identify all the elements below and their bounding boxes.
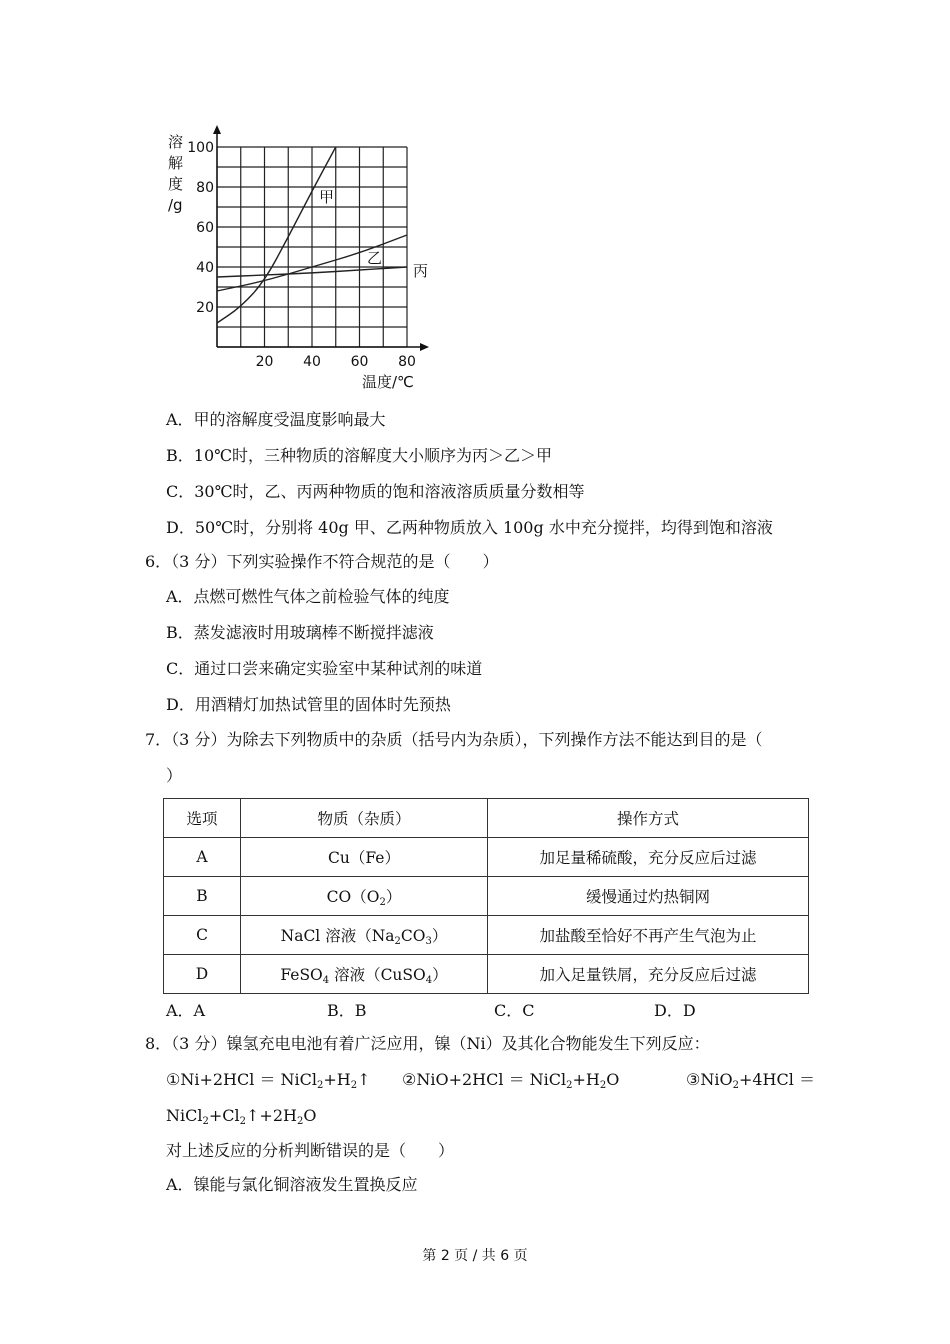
- series-label: 甲: [319, 188, 335, 206]
- q5-option-c: C．30℃时，乙、丙两种物质的饱和溶液溶质质量分数相等: [166, 482, 585, 501]
- q8-reaction-2: ②NiO+2HCl ＝ $NiCl_2+H_2O$: [402, 1070, 620, 1091]
- y-axis-label: 度: [168, 175, 184, 193]
- table-cell-option: A: [164, 838, 241, 877]
- q7-answer-c: C．C: [494, 1001, 535, 1020]
- x-axis-arrow: [420, 343, 429, 351]
- table-row: [164, 955, 809, 994]
- q6-option-c: C．通过口尝来确定实验室中某种试剂的味道: [166, 659, 483, 678]
- q5-option-a: A．甲的溶解度受温度影响最大: [166, 410, 386, 429]
- x-axis-label: 温度/℃: [362, 373, 414, 391]
- y-tick-label: 40: [196, 260, 214, 276]
- q5-option-b: B．10℃时，三种物质的溶解度大小顺序为丙＞乙＞甲: [166, 446, 553, 465]
- q8-reaction-3a: ③NiO$_2$+4HCl ＝: [686, 1070, 815, 1091]
- series-label: 乙: [367, 249, 383, 267]
- q7-answer-b: B．B: [327, 1001, 367, 1020]
- q8-reaction-1: ①Ni+2HCl ＝ $NiCl_2+H_2↑$: [166, 1070, 371, 1091]
- q8-question: 对上述反应的分析判断错误的是（ ）: [166, 1141, 455, 1160]
- y-axis-label: 溶: [168, 133, 184, 151]
- y-tick-label: 80: [196, 180, 214, 196]
- y-axis-label: /g: [168, 196, 183, 214]
- y-tick-label: 60: [196, 220, 214, 236]
- table-cell-substance: $CO(O_2)$: [241, 877, 488, 916]
- chart-axes: [213, 125, 429, 351]
- q5-option-d: D．50℃时，分别将 40g 甲、乙两种物质放入 100g 水中充分搅拌，均得到饱和溶液: [166, 518, 773, 537]
- x-tick-label: 80: [398, 354, 416, 370]
- table-cell-method: 加足量稀硫酸，充分反应后过滤: [488, 838, 809, 877]
- table-row: [164, 916, 809, 955]
- q7-answer-a: A．A: [166, 1001, 206, 1020]
- table-cell-substance: NaCl 溶液$(Na_2CO_3)$: [241, 916, 488, 955]
- q6-stem: 6．（3 分）下列实验操作不符合规范的是（ ）: [145, 552, 499, 571]
- table-header-cell: 操作方式: [488, 799, 809, 838]
- x-tick-label: 60: [350, 354, 369, 370]
- q6-option-d: D．用酒精灯加热试管里的固体时先预热: [166, 695, 451, 714]
- table-row: [164, 877, 809, 916]
- q7-table: [163, 798, 809, 994]
- table-cell-option: C: [164, 916, 241, 955]
- chart-grid: [217, 147, 407, 347]
- q7-answer-d: D．D: [654, 1001, 696, 1020]
- table-header-row: [164, 799, 809, 838]
- table-cell-method: 加入足量铁屑，充分反应后过滤: [488, 955, 809, 994]
- q7-stem-close: ）: [166, 766, 183, 785]
- q6-option-b: B．蒸发滤液时用玻璃棒不断搅拌滤液: [166, 623, 434, 642]
- q8-stem: 8．（3 分）镍氢充电电池有着广泛应用，镍（Ni）及其化合物能发生下列反应：: [145, 1034, 710, 1053]
- y-axis-arrow: [213, 125, 221, 134]
- y-axis-label: 解: [168, 154, 184, 172]
- table-row: [164, 838, 809, 877]
- table-cell-option: D: [164, 955, 241, 994]
- table-header-cell: 物质（杂质）: [241, 799, 488, 838]
- y-tick-label: 20: [196, 300, 214, 316]
- series-label: 丙: [413, 262, 429, 280]
- solubility-chart: [160, 125, 450, 395]
- q8-option-a: A．镍能与氯化铜溶液发生置换反应: [166, 1175, 418, 1194]
- q8-reaction-3b: $NiCl_2+Cl_2↑+2H_2O$: [166, 1106, 317, 1127]
- table-cell-substance: Cu（Fe）: [241, 838, 488, 877]
- table-header-cell: 选项: [164, 799, 241, 838]
- series-curve-甲: [217, 147, 336, 323]
- table-cell-option: B: [164, 877, 241, 916]
- x-tick-label: 20: [255, 354, 274, 370]
- table-cell-substance: FeSO$_4$ 溶液（CuSO$_4$）: [241, 955, 488, 994]
- x-tick-label: 40: [303, 354, 321, 370]
- q6-option-a: A．点燃可燃性气体之前检验气体的纯度: [166, 587, 450, 606]
- table-cell-method: 缓慢通过灼热铜网: [488, 877, 809, 916]
- q7-stem: 7．（3 分）为除去下列物质中的杂质（括号内为杂质），下列操作方法不能达到目的是（: [145, 730, 763, 749]
- y-tick-label: 100: [187, 140, 214, 156]
- page-footer: 第 2 页 / 共 6 页: [422, 1248, 528, 1264]
- table-cell-method: 加盐酸至恰好不再产生气泡为止: [488, 916, 809, 955]
